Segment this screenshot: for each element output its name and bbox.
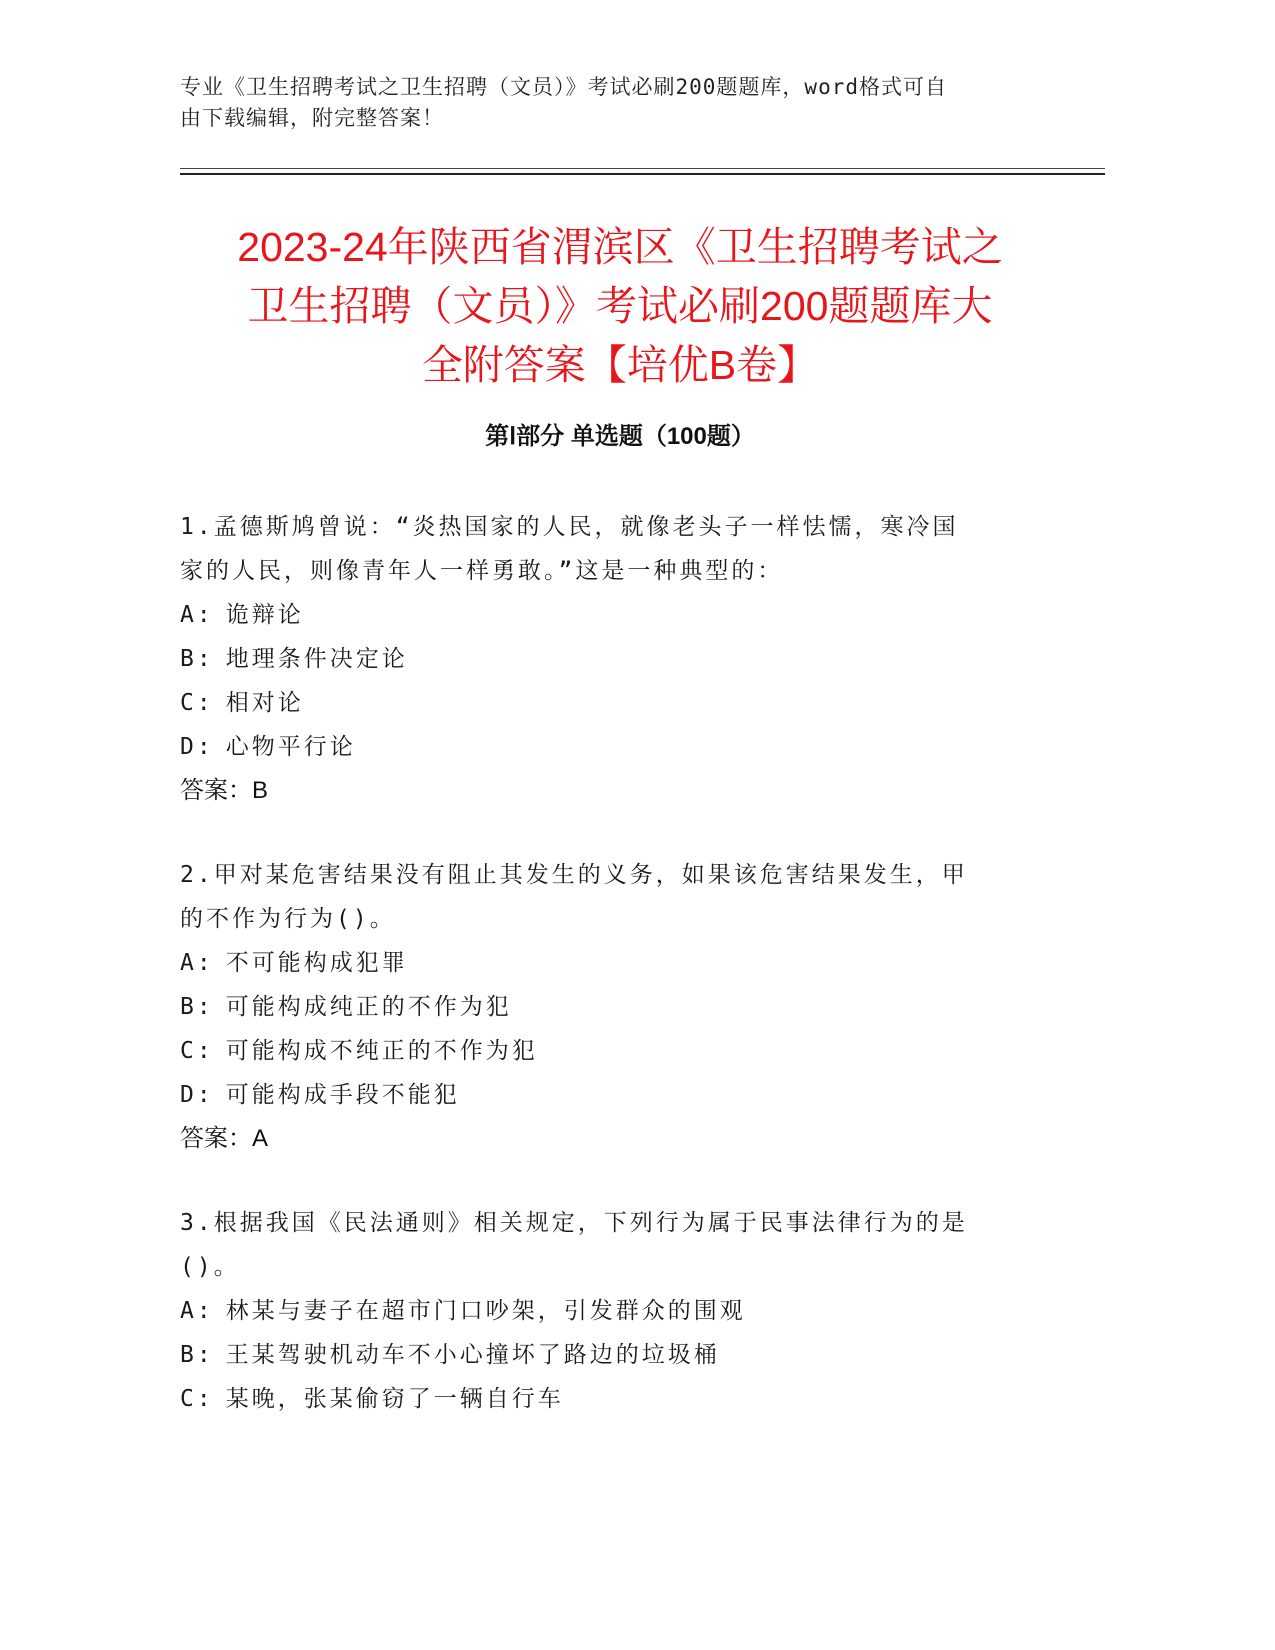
option-text: 林某与妻子在超市门口吵架，引发群众的围观: [225, 1298, 746, 1324]
option-c: [180, 681, 1060, 725]
option-key: D:: [180, 1082, 214, 1108]
document-title: [180, 218, 1060, 395]
option-b: [180, 637, 1060, 681]
option-key: C:: [180, 1386, 214, 1412]
question-stem-line-1: 2.甲对某危害结果没有阻止其发生的义务，如果该危害结果发生，甲: [180, 862, 968, 888]
option-a: [180, 941, 1060, 985]
option-text: 可能构成不纯正的不作为犯: [225, 1038, 538, 1064]
title-line-1: 2023-24年陕西省渭滨区《卫生招聘考试之: [237, 224, 1003, 270]
option-key: C:: [180, 1038, 214, 1064]
option-text: 心物平行论: [225, 734, 356, 760]
option-text: 地理条件决定论: [225, 646, 408, 672]
question-3: [180, 1201, 1060, 1421]
option-key: A:: [180, 602, 214, 628]
option-key: B:: [180, 994, 214, 1020]
question-stem: [180, 853, 1060, 941]
header-note: [180, 72, 1060, 134]
option-text: 相对论: [225, 690, 304, 716]
question-stem-line-1: 3.根据我国《民法通则》相关规定，下列行为属于民事法律行为的是: [180, 1210, 968, 1236]
section-title: 第Ⅰ部分 单选题（100题）: [485, 423, 755, 450]
option-c: [180, 1377, 1060, 1421]
answer: 答案：A: [180, 1125, 269, 1152]
header-divider-thin: [180, 168, 1105, 169]
option-key: A:: [180, 950, 214, 976]
option-a: [180, 1289, 1060, 1333]
option-key: B:: [180, 646, 214, 672]
header-divider-thick: [180, 173, 1105, 175]
option-b: [180, 985, 1060, 1029]
option-text: 可能构成手段不能犯: [225, 1082, 460, 1108]
question-stem: [180, 505, 1060, 593]
question-list: [180, 505, 1060, 1461]
option-key: D:: [180, 734, 214, 760]
option-text: 不可能构成犯罪: [225, 950, 408, 976]
header-note-line-2: 由下载编辑，附完整答案！: [180, 106, 444, 130]
option-d: [180, 1073, 1060, 1117]
option-text: 王某驾驶机动车不小心撞坏了路边的垃圾桶: [225, 1342, 720, 1368]
option-key: C:: [180, 690, 214, 716]
question-1: [180, 505, 1060, 813]
title-line-3: 全附答案【培优B卷】: [421, 342, 819, 388]
question-stem: [180, 1201, 1060, 1289]
question-2: [180, 853, 1060, 1161]
option-key: A:: [180, 1298, 214, 1324]
question-stem-line-1: 1.孟德斯鸠曾说：“炎热国家的人民，就像老头子一样怯懦，寒冷国: [180, 514, 959, 540]
question-stem-line-2: 家的人民，则像青年人一样勇敢。”这是一种典型的：: [180, 558, 784, 584]
question-stem-line-2: ()。: [180, 1254, 240, 1280]
header-note-line-1: 专业《卫生招聘考试之卫生招聘（文员）》考试必刷200题题库，word格式可自: [180, 75, 947, 99]
option-d: [180, 725, 1060, 769]
answer: 答案：B: [180, 777, 269, 804]
question-stem-line-2: 的不作为行为()。: [180, 906, 396, 932]
title-line-2: 卫生招聘（文员）》考试必刷200题题库大: [247, 283, 993, 329]
option-text: 诡辩论: [225, 602, 304, 628]
option-a: [180, 593, 1060, 637]
option-key: B:: [180, 1342, 214, 1368]
option-text: 可能构成纯正的不作为犯: [225, 994, 512, 1020]
option-c: [180, 1029, 1060, 1073]
option-b: [180, 1333, 1060, 1377]
option-text: 某晚，张某偷窃了一辆自行车: [225, 1386, 564, 1412]
